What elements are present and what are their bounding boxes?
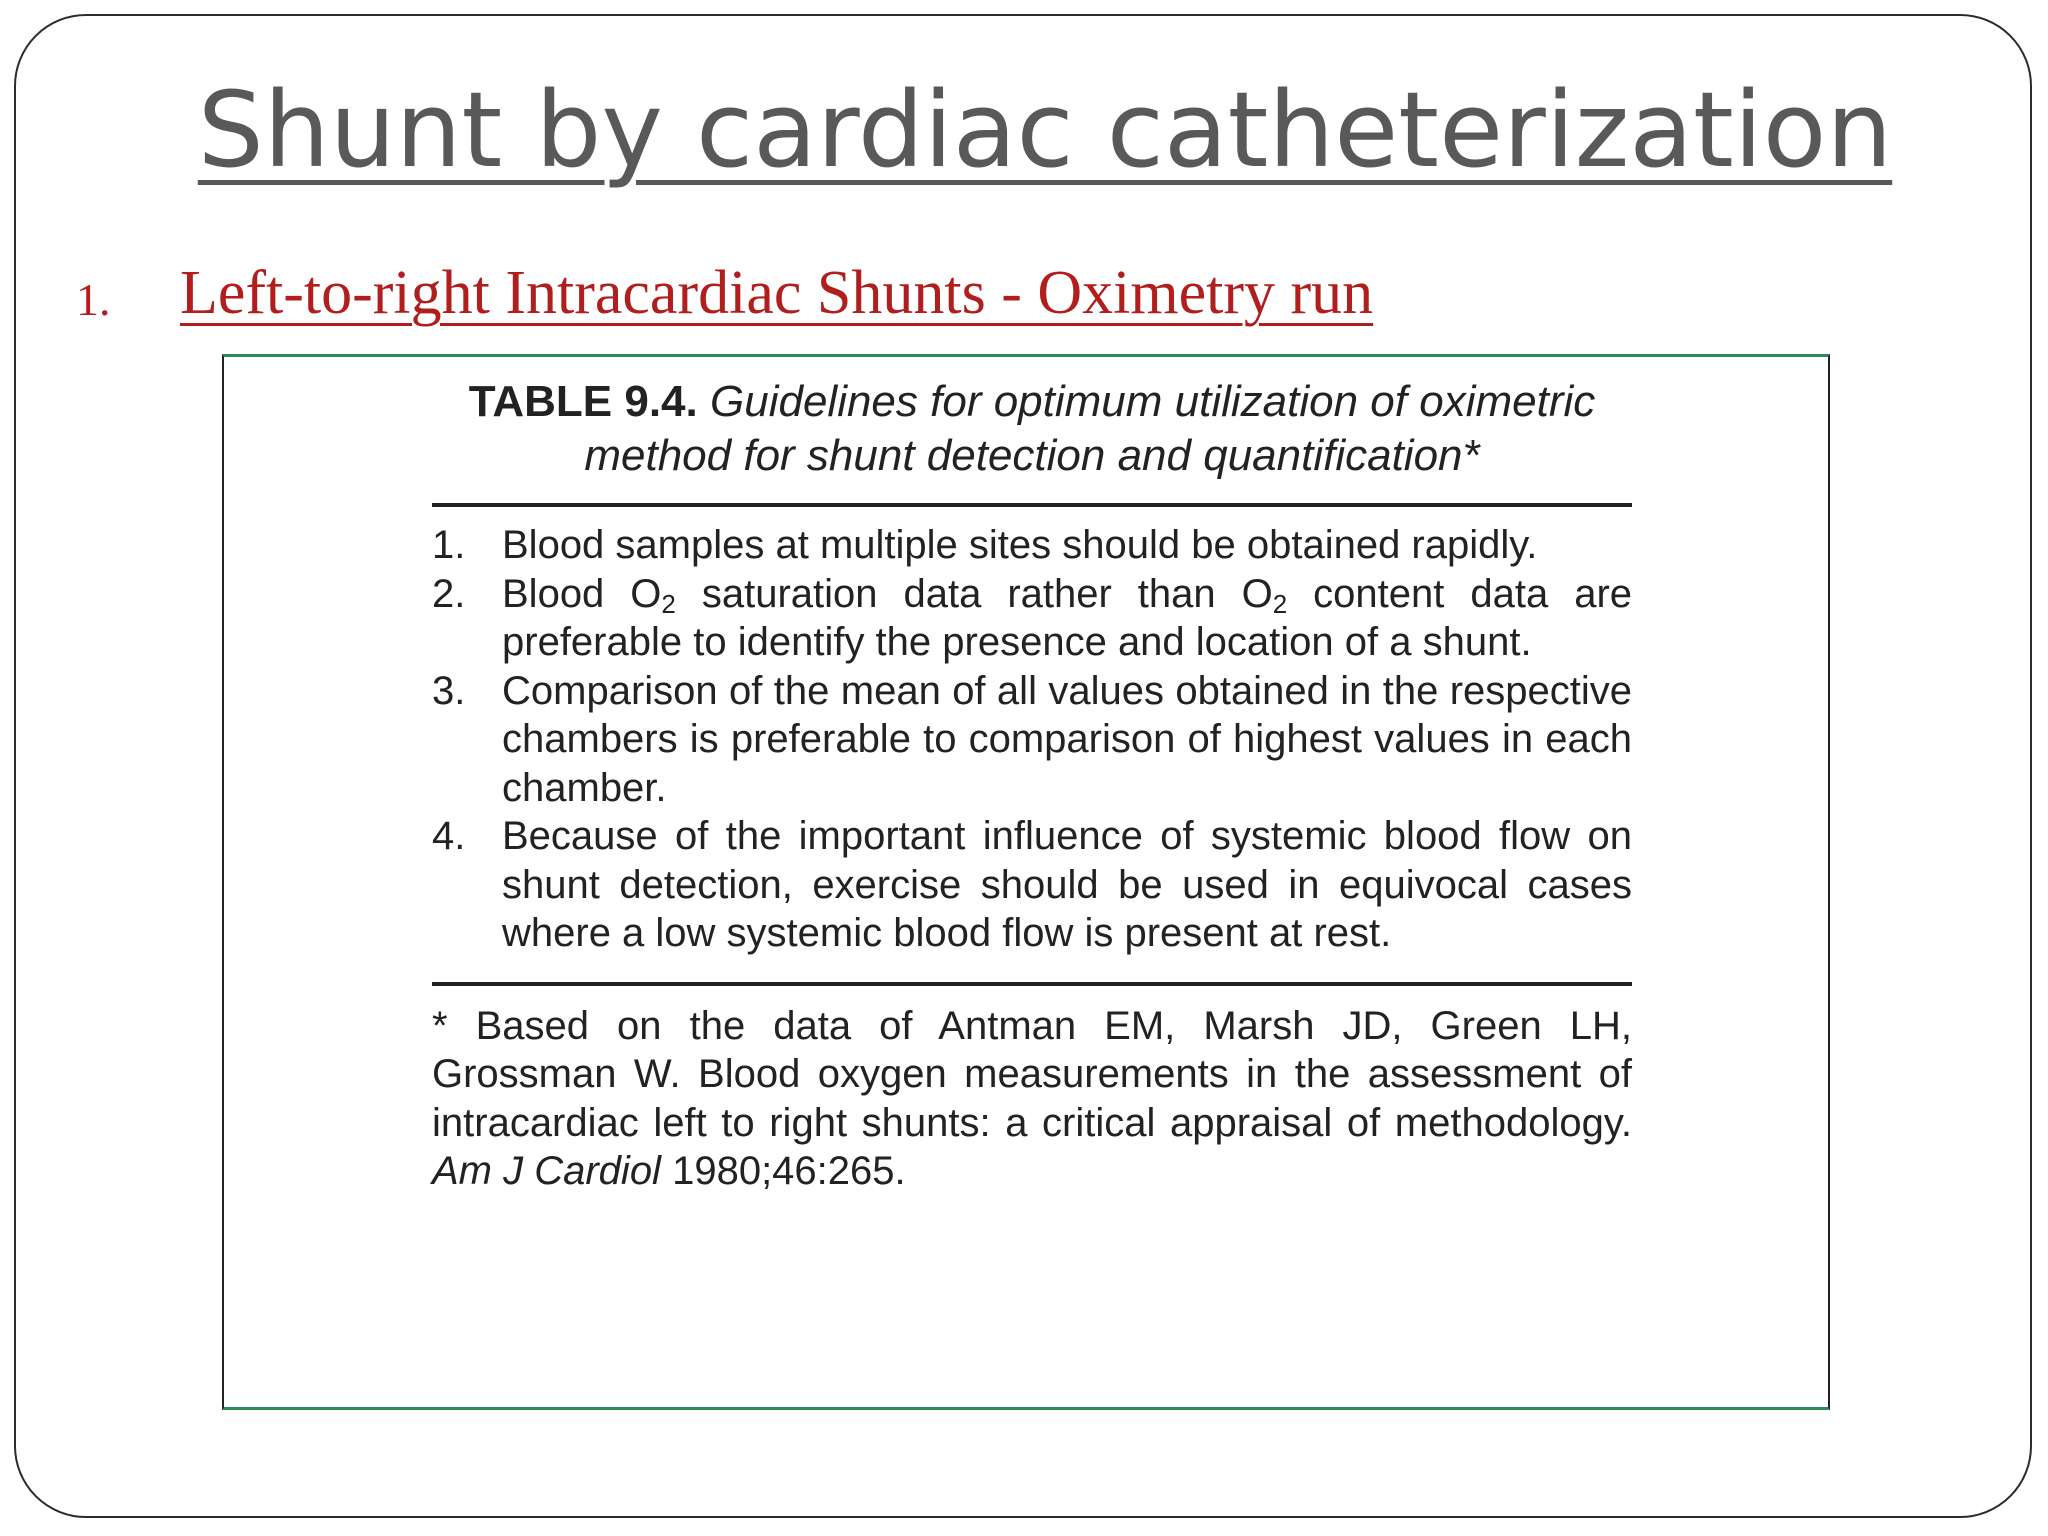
subscript: 2 [661, 588, 676, 619]
footnote-citation: 1980;46:265. [672, 1149, 906, 1193]
table-caption-text: Guidelines for optimum utilization of oximetric method for shunt detection and quantification* [584, 377, 1596, 480]
guideline-text-part: saturation data rather than O [675, 571, 1273, 616]
table-content [432, 375, 1632, 1196]
subscript: 2 [1272, 588, 1288, 619]
guideline-text: Because of the important influence of systemic blood flow on shunt detection, exercise should be used in equivocal cases where a low systemic blood flow is present at rest. [502, 814, 1632, 955]
table-label: TABLE 9.4. [468, 377, 698, 426]
table-image [222, 354, 1830, 1410]
guideline-number: 4. [432, 814, 466, 858]
guideline-number: 3. [432, 668, 466, 713]
guideline-item-4 [432, 812, 1632, 958]
footnote-journal: Am J Cardiol [432, 1149, 661, 1193]
table-bottom-rule [432, 982, 1632, 986]
guideline-text: Comparison of the mean of all values obtained in the respective chambers is preferable to comparison of highest values in each chamber. [502, 668, 1632, 810]
guideline-text-part: Blood O [502, 571, 662, 616]
guideline-number: 2. [432, 571, 466, 616]
guideline-item-1 [432, 521, 1632, 570]
guideline-list [432, 521, 1632, 958]
table-footnote [432, 1002, 1632, 1196]
guideline-text-part: content data are preferable to identify the presence and location of a shunt. [502, 571, 1633, 664]
slide-title: Shunt by cardiac catheterization [197, 69, 1893, 191]
guideline-item-3 [432, 667, 1632, 813]
footnote-text: * Based on the data of Antman EM, Marsh JD, Green LH, Grossman W. Blood oxygen measurements in the assessment of intracardiac left to right shunts: a critical appraisal of methodology. [432, 1003, 1632, 1145]
guideline-text: Blood samples at multiple sites should be obtained rapidly. [502, 523, 1538, 567]
guideline-item-2 [432, 570, 1632, 667]
bullet-number: 1. [76, 274, 111, 325]
table-top-rule [432, 503, 1632, 507]
table-caption [432, 375, 1632, 483]
guideline-number: 1. [432, 523, 466, 567]
bullet-text: Left-to-right Intracardiac Shunts - Oximetry run [180, 259, 1374, 327]
